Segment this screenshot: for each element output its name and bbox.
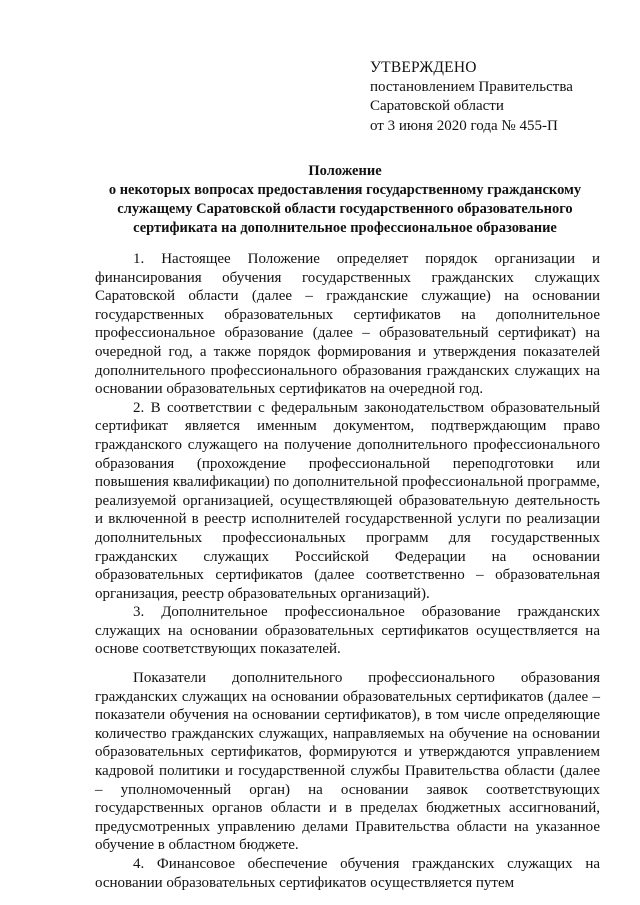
- title-heading: Положение: [308, 163, 382, 179]
- approval-line-1: постановлением Правительства: [370, 78, 573, 95]
- approval-stamp: [370, 58, 620, 136]
- paragraph-3: 3. Дополнительное профессиональное образование гражданских служащих на основании образовательных сертификатов осуществляется на основе соответствующих показателей.: [95, 604, 600, 658]
- title-line-3: сертификата на дополнительное профессиональное образование: [133, 220, 557, 236]
- paragraph-4: Показатели дополнительного профессионального образования гражданских служащих на основании образовательных сертификатов (далее – показатели обучения на основании сертификатов), в том числе определяющие количество гражданских служащих, направляемых на обучение на основании образовательных сертификатов, формируются и утверждаются управлением кадровой политики и государственной службы Правительства области (далее – уполномоченный орган) на основании заявок соответствующих государственных органов области и в пределах бюджетных ассигнований, предусмотренных управлению делами Правительства области на указанное обучение в областном бюджете.: [95, 670, 600, 854]
- paragraph-2: 2. В соответствии с федеральным законодательством образовательный сертификат является именным документом, подтверждающим право гражданского служащего на получение дополнительного профессионального образования (прохождение профессиональной переподготовки или повышения квалификации) по дополнительной профессиональной программе, реализуемой организацией, осуществляющей образовательную деятельность и включенной в реестр исполнителей государственной услуги по реализации дополнительных профессиональных программ для государственных гражданских служащих Российской Федерации на основании образовательных сертификатов (далее соответственно – образовательная организация, реестр образовательных организаций).: [95, 399, 600, 602]
- approval-heading: УТВЕРЖДЕНО: [370, 59, 477, 76]
- title-line-1: о некоторых вопросах предоставления государственному гражданскому: [108, 182, 582, 198]
- document-title: [80, 162, 610, 238]
- document-body: [95, 250, 600, 892]
- paragraph-1: 1. Настоящее Положение определяет порядок организации и финансирования обучения государственных гражданских служащих Саратовской области (далее – гражданские служащие) на основании государственных образовательных сертификатов на дополнительное профессиональное образование (далее – образовательный сертификат) на очередной год, а также порядок формирования и утверждения показателей дополнительного профессионального образования гражданских служащих на основании образовательных сертификатов на очередной год.: [95, 251, 600, 398]
- approval-line-3: от 3 июня 2020 года № 455-П: [370, 117, 558, 134]
- title-line-2: служащему Саратовской области государственного образовательного: [117, 201, 573, 217]
- paragraph-5: 4. Финансовое обеспечение обучения гражданских служащих на основании образовательных сертификатов осуществляется путем: [95, 856, 600, 891]
- approval-line-2: Саратовской области: [370, 98, 504, 114]
